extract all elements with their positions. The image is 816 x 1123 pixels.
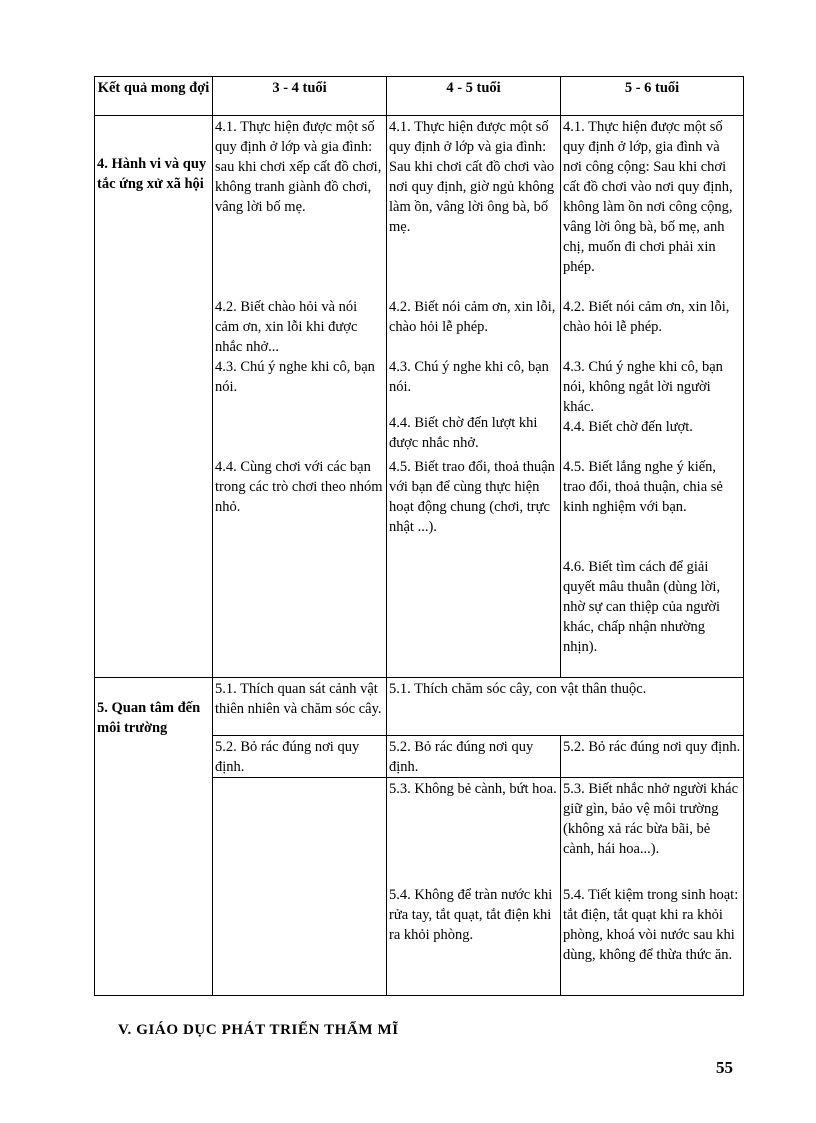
item-4-2-age-5-6: 4.2. Biết nói cảm ơn, xin lỗi, chào hỏi lễ phép.: [563, 299, 730, 335]
item-5-2-age-3-4: 5.2. Bỏ rác đúng nơi quy định.: [213, 736, 387, 778]
item-5-2-age-4-5: 5.2. Bỏ rác đúng nơi quy định.: [387, 736, 561, 778]
header-age-5-6: 5 - 6 tuổi: [561, 77, 744, 116]
item-5-3-age-5-6: 5.3. Biết nhắc nhở người khác giữ gìn, bảo vệ môi trường (không xả rác bừa bãi, bẻ cành, hái hoa...).: [563, 781, 739, 857]
item-5-2-age-5-6: 5.2. Bỏ rác đúng nơi quy định.: [561, 736, 744, 778]
item-4-3-age-3-4: 4.3. Chú ý nghe khi cô, bạn nói.: [215, 359, 375, 395]
table-row-section-4: [95, 116, 744, 678]
item-5-4-age-4-5: 5.4. Không để tràn nước khi rửa tay, tắt quạt, tắt điện khi ra khỏi phòng.: [389, 887, 553, 943]
item-4-1-age-5-6: 4.1. Thực hiện được một số quy định ở lớp, gia đình và nơi công cộng: Sau khi chơi cất đồ chơi vào nơi quy định, không làm ồn nơi công cộng, vâng lời ông bà, bố mẹ, anh chị, muốn đi chơi phải xin phép.: [563, 119, 733, 275]
item-4-1-age-3-4: 4.1. Thực hiện được một số quy định ở lớp và gia đình: sau khi chơi xếp cất đồ chơi, không tranh giành đồ chơi, vâng lời bố mẹ.: [215, 119, 382, 215]
item-4-6-age-5-6: 4.6. Biết tìm cách để giải quyết mâu thuẫn (dùng lời, nhờ sự can thiệp của người khác, chấp nhận nhường nhịn).: [563, 559, 721, 655]
item-4-4-age-5-6: 4.4. Biết chờ đến lượt.: [563, 419, 693, 435]
item-4-4-age-3-4: 4.4. Cùng chơi với các bạn trong các trò chơi theo nhóm nhỏ.: [215, 459, 383, 515]
cell-s5-age-5-6: [561, 778, 744, 996]
item-5-1-age-4-6: 5.1. Thích chăm sóc cây, con vật thân thuộc.: [387, 678, 744, 736]
category-social-behavior: 4. Hành vi và quy tắc ứng xử xã hội: [95, 116, 213, 678]
item-4-3-age-5-6: 4.3. Chú ý nghe khi cô, bạn nói, không ngắt lời người khác.: [563, 359, 723, 415]
cell-s4-age-4-5: [387, 116, 561, 678]
table-row-5-1: [95, 678, 744, 736]
item-5-1-age-3-4: 5.1. Thích quan sát cảnh vật thiên nhiên và chăm sóc cây.: [213, 678, 387, 736]
cell-s4-age-3-4: [213, 116, 387, 678]
item-4-1-age-4-5: 4.1. Thực hiện được một số quy định ở lớp và gia đình: Sau khi chơi cất đồ chơi vào nơi quy định, giờ ngủ không làm ồn, vâng lời ông bà, bố mẹ.: [389, 119, 555, 235]
header-expected-results: Kết quả mong đợi: [95, 77, 213, 116]
item-5-4-age-5-6: 5.4. Tiết kiệm trong sinh hoạt: tắt điện, tắt quạt khi ra khỏi phòng, khoá vòi nước sau khi dùng, không để thừa thức ăn.: [563, 887, 739, 963]
item-4-2-age-3-4: 4.2. Biết chào hỏi và nói cảm ơn, xin lỗi khi được nhắc nhở...: [215, 299, 358, 355]
content-table: [94, 76, 744, 996]
empty-cell-age-3-4: [213, 778, 387, 996]
category-environment: 5. Quan tâm đến môi trường: [95, 678, 213, 996]
item-4-5-age-4-5: 4.5. Biết trao đổi, thoả thuận với bạn để cùng thực hiện hoạt động chung (chơi, trực nhật ...).: [389, 459, 555, 535]
item-4-3-age-4-5: 4.3. Chú ý nghe khi cô, bạn nói.: [389, 359, 549, 395]
table-header-row: [95, 77, 744, 116]
header-age-3-4: 3 - 4 tuổi: [213, 77, 387, 116]
item-4-4-age-4-5: 4.4. Biết chờ đến lượt khi được nhắc nhở.: [389, 415, 538, 451]
section-heading: V. GIÁO DỤC PHÁT TRIỂN THẨM MĨ: [118, 1022, 399, 1038]
cell-s5-age-4-5: [387, 778, 561, 996]
page-number: 55: [716, 1058, 733, 1077]
item-4-2-age-4-5: 4.2. Biết nói cảm ơn, xin lỗi, chào hỏi lễ phép.: [389, 299, 556, 335]
cell-s4-age-5-6: [561, 116, 744, 678]
header-age-4-5: 4 - 5 tuổi: [387, 77, 561, 116]
item-4-5-age-5-6: 4.5. Biết lắng nghe ý kiến, trao đổi, thoả thuận, chia sẻ kinh nghiệm với bạn.: [563, 459, 723, 515]
item-5-3-age-4-5: 5.3. Không bẻ cành, bứt hoa.: [389, 781, 557, 797]
